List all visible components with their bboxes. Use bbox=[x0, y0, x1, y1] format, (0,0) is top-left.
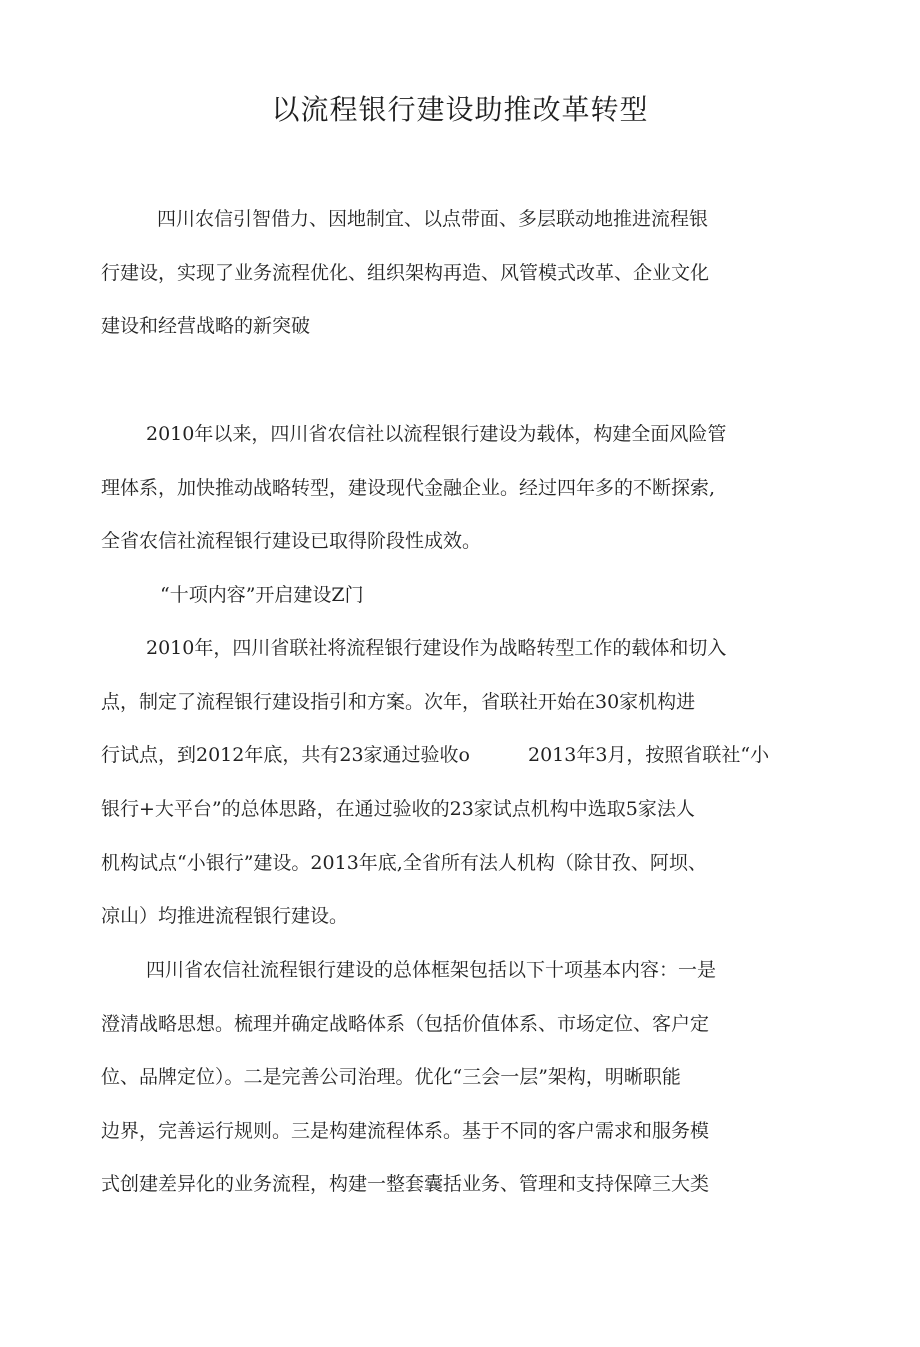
paragraph-line: 位、品牌定位）。二是完善公司治理。优化“三会一层”架构，明晰职能 bbox=[101, 1066, 681, 1088]
section-heading: “十项内容”开启建设Z门 bbox=[160, 584, 364, 606]
document-title: 以流程银行建设助推改革转型 bbox=[271, 93, 649, 126]
paragraph-line: 2010年以来，四川省农信社以流程银行建设为载体，构建全面风险管 bbox=[146, 423, 727, 445]
paragraph-line: 式创建差异化的业务流程，构建一整套囊括业务、管理和支持保障三大类 bbox=[101, 1173, 710, 1195]
paragraph-line: 边界，完善运行规则。三是构建流程体系。基于不同的客户需求和服务模 bbox=[101, 1120, 710, 1142]
summary-line: 四川农信引智借力、因地制宜、以点带面、多层联动地推进流程银 bbox=[157, 208, 709, 230]
paragraph-line: 全省农信社流程银行建设已取得阶段性成效。 bbox=[101, 530, 482, 552]
paragraph-line: 点，制定了流程银行建设指引和方案。次年，省联社开始在30家机构进 bbox=[101, 691, 696, 713]
paragraph-line: 2010年，四川省联社将流程银行建设作为战略转型工作的载体和切入 bbox=[146, 637, 727, 659]
paragraph-line: 四川省农信社流程银行建设的总体框架包括以下十项基本内容：一是 bbox=[146, 959, 717, 981]
paragraph-line: 机构试点“小银行”建设。2013年底,全省所有法人机构（除甘孜、阿坝、 bbox=[101, 852, 707, 874]
paragraph-line: 理体系，加快推动战略转型，建设现代金融企业。经过四年多的不断探索, bbox=[101, 477, 716, 499]
paragraph-segment: 行试点，到2012年底，共有23家通过验收o bbox=[101, 744, 470, 766]
paragraph-segment: 2013年3月，按照省联社“小 bbox=[527, 744, 770, 766]
summary-line: 行建设，实现了业务流程优化、组织架构再造、风管模式改革、企业文化 bbox=[101, 262, 710, 284]
paragraph-line: 凉山）均推进流程银行建设。 bbox=[101, 905, 349, 927]
paragraph-line bbox=[101, 743, 769, 767]
summary-line: 建设和经营战略的新突破 bbox=[101, 315, 311, 337]
paragraph-line: 银行+大平台”的总体思路，在通过验收的23家试点机构中选取5家法人 bbox=[101, 798, 695, 820]
paragraph-line: 澄清战略思想。梳理并确定战略体系（包括价值体系、市场定位、客户定 bbox=[101, 1013, 710, 1035]
